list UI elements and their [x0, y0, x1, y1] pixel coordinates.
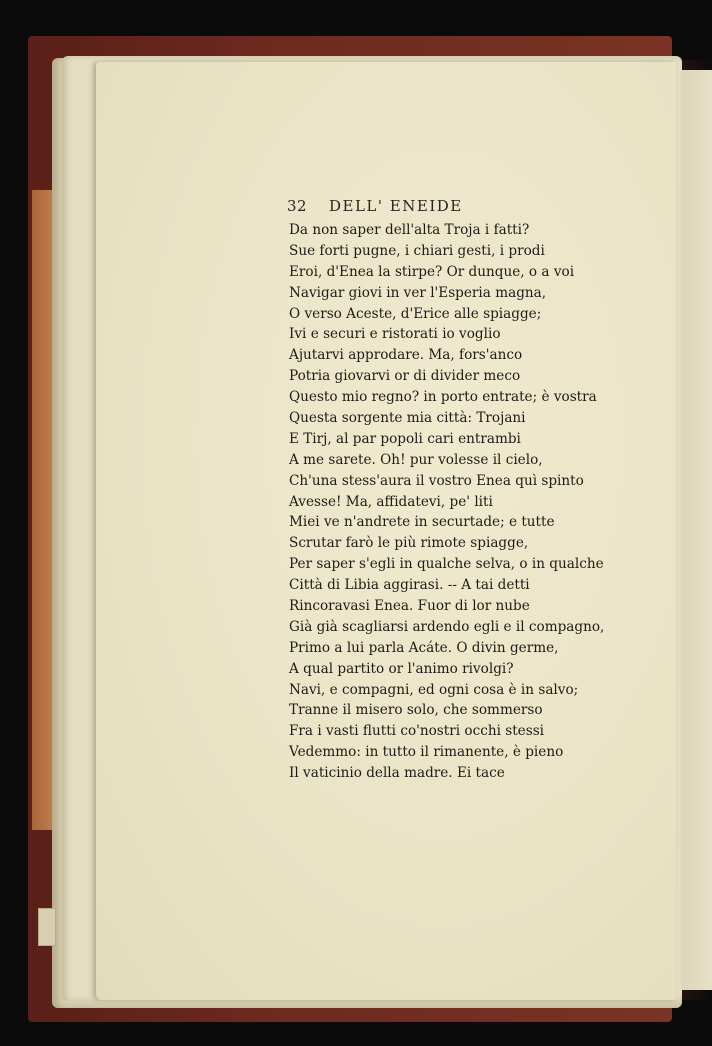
verse-line: Questo mio regno? in porto entrate; è vostra — [289, 389, 597, 406]
page-header — [287, 197, 587, 221]
verse-line: Ch'una stess'aura il vostro Enea quì spinto — [289, 472, 584, 489]
verse-line: Rincoravasi Enea. Fuor di lor nube — [289, 598, 530, 615]
verse-line: Già già scagliarsi ardendo egli e il compagno, — [289, 618, 605, 635]
verse-line: Avesse! Ma, affidatevi, pe' liti — [289, 493, 493, 510]
verse-line: Tranne il misero solo, che sommerso — [289, 702, 543, 719]
verse-line: Potria giovarvi or di divider meco — [289, 368, 521, 385]
page-tab — [38, 908, 56, 946]
running-head: DELL' ENEIDE — [329, 197, 463, 215]
verse-line: A me sarete. Oh! pur volesse il cielo, — [289, 451, 543, 468]
verse-line: Il vaticinio della madre. Ei tace — [289, 765, 505, 782]
verse-line: Per saper s'egli in qualche selva, o in qualche — [289, 556, 604, 573]
verse-line: A qual partito or l'animo rivolgi? — [289, 660, 514, 677]
verse-line: Scrutar farò le più rimote spiagge, — [289, 535, 529, 552]
verse-line: Vedemmo: in tutto il rimanente, è pieno — [289, 744, 564, 761]
verse-line: Da non saper dell'alta Troja i fatti? — [289, 222, 530, 238]
verse-line: O verso Aceste, d'Erice alle spiagge; — [289, 305, 542, 322]
verse-line: Navigar giovi in ver l'Esperia magna, — [289, 284, 547, 301]
verse-line: Questa sorgente mia città: Trojani — [289, 410, 526, 427]
verse-line: Navi, e compagni, ed ogni cosa è in salvo; — [289, 681, 579, 698]
page-number: 32 — [287, 197, 308, 215]
verse-line: Fra i vasti flutti co'nostri occhi stessi — [289, 723, 545, 740]
verse-line: Ajutarvi approdare. Ma, fors'anco — [289, 347, 523, 364]
verse-line: Primo a lui parla Acáte. O divin germe, — [289, 639, 559, 656]
verse-block — [289, 220, 619, 784]
verse-line: Città di Libia aggirasi. -- A tai detti — [289, 577, 530, 594]
verse-line: E Tirj, al par popoli cari entrambi — [289, 430, 521, 447]
verse-line: Eroi, d'Enea la stirpe? Or dunque, o a voi — [289, 263, 575, 280]
verse-line: Ivi e securi e ristorati io voglio — [289, 326, 501, 343]
verse-line: Miei ve n'andrete in securtade; e tutte — [289, 514, 555, 531]
verse-line: Sue forti pugne, i chiari gesti, i prodi — [289, 242, 545, 259]
